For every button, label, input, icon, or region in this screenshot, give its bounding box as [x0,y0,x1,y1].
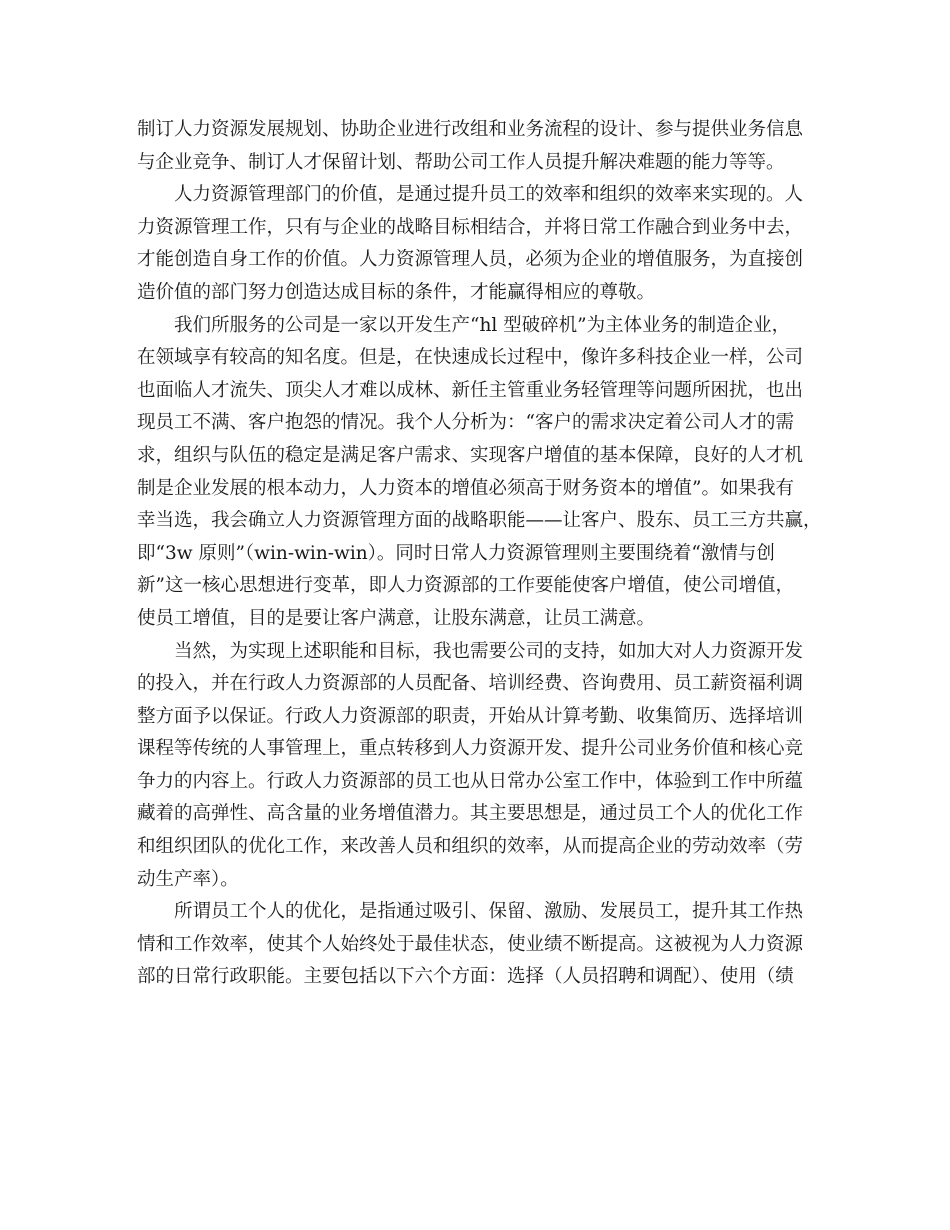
paragraph-5 [137,896,827,994]
text-line: 情和工作效率，使其个人始终处于最佳状态，使业绩不断提高。这被视为人力资源 [137,933,804,955]
text-line: 制订人力资源发展规划、协助企业进行改组和业务流程的设计、参与提供业务信息 [137,119,804,140]
document-body [137,114,827,994]
text-line: 在领域享有较高的知名度。但是，在快速成长过程中，像许多科技企业一样，公司 [137,347,804,369]
text-line: 与企业竞争、制订人才保留计划、帮助公司工作人员提升解决难题的能力等等。 [137,151,785,173]
paragraph-1 [137,114,827,179]
text-line: 制是企业发展的根本动力，人力资本的增值必须高于财务资本的增值”。如果我有 [137,477,794,499]
text-line: 使员工增值，目的是要让客户满意，让股东满意，让员工满意。 [137,607,656,629]
paragraph-4 [137,636,827,897]
text-line: 所谓员工个人的优化，是指通过吸引、保留、激励、发展员工，提升其工作热 [174,901,804,923]
text-line: 也面临人才流失、顶尖人才难以成林、新任主管重业务轻管理等问题所困扰，也出 [137,379,804,401]
paragraph-3 [137,310,827,636]
text-line: 才能创造自身工作的价值。人力资源管理人员，必须为企业的增值服务，为直接创 [137,249,804,271]
text-line: 即“3w 原则”（win-win-win）。同时日常人力资源管理则主要围绕着“激情与创 [137,542,775,564]
text-line: 我们所服务的公司是一家以开发生产“hl 型破碎机”为主体业务的制造企业， [174,314,791,336]
text-line: 动生产率）。 [137,868,239,890]
text-line: 求，组织与队伍的稳定是满足客户需求、实现客户增值的基本保障，良好的人才机 [137,444,804,466]
text-line: 现员工不满、客户抱怨的情况。我个人分析为：“客户的需求决定着公司人才的需 [137,412,794,434]
paragraph-2 [137,179,827,309]
text-line: 课程等传统的人事管理上，重点转移到人力资源开发、提升公司业务价值和核心竞 [137,738,804,760]
text-line: 的投入，并在行政人力资源部的人员配备、培训经费、咨询费用、员工薪资福利调 [137,673,804,695]
text-line: 人力资源管理部门的价值，是通过提升员工的效率和组织的效率来实现的。人 [174,184,804,206]
text-line: 当然，为实现上述职能和目标，我也需要公司的支持，如加大对人力资源开发 [174,640,804,662]
text-line: 和组织团队的优化工作，来改善人员和组织的效率，从而提高企业的劳动效率（劳 [137,836,804,858]
text-line: 造价值的部门努力创造达成目标的条件，才能赢得相应的尊敬。 [137,281,656,303]
text-line: 藏着的高弹性、高含量的业务增值潜力。其主要思想是，通过员工个人的优化工作 [137,803,804,825]
text-line: 整方面予以保证。行政人力资源部的职责，开始从计算考勤、收集简历、选择培训 [137,705,804,727]
text-line: 力资源管理工作，只有与企业的战略目标相结合，并将日常工作融合到业务中去， [137,216,804,238]
text-line: 争力的内容上。行政人力资源部的员工也从日常办公室工作中，体验到工作中所蕴 [137,770,804,792]
text-line: 部的日常行政职能。主要包括以下六个方面：选择（人员招聘和调配）、使用（绩 [137,966,794,988]
text-line: 新”这一核心思想进行变革，即人力资源部的工作要能使客户增值，使公司增值， [137,575,794,597]
text-line: 幸当选，我会确立人力资源管理方面的战略职能——让客户、股东、员工三方共赢， [137,510,822,532]
